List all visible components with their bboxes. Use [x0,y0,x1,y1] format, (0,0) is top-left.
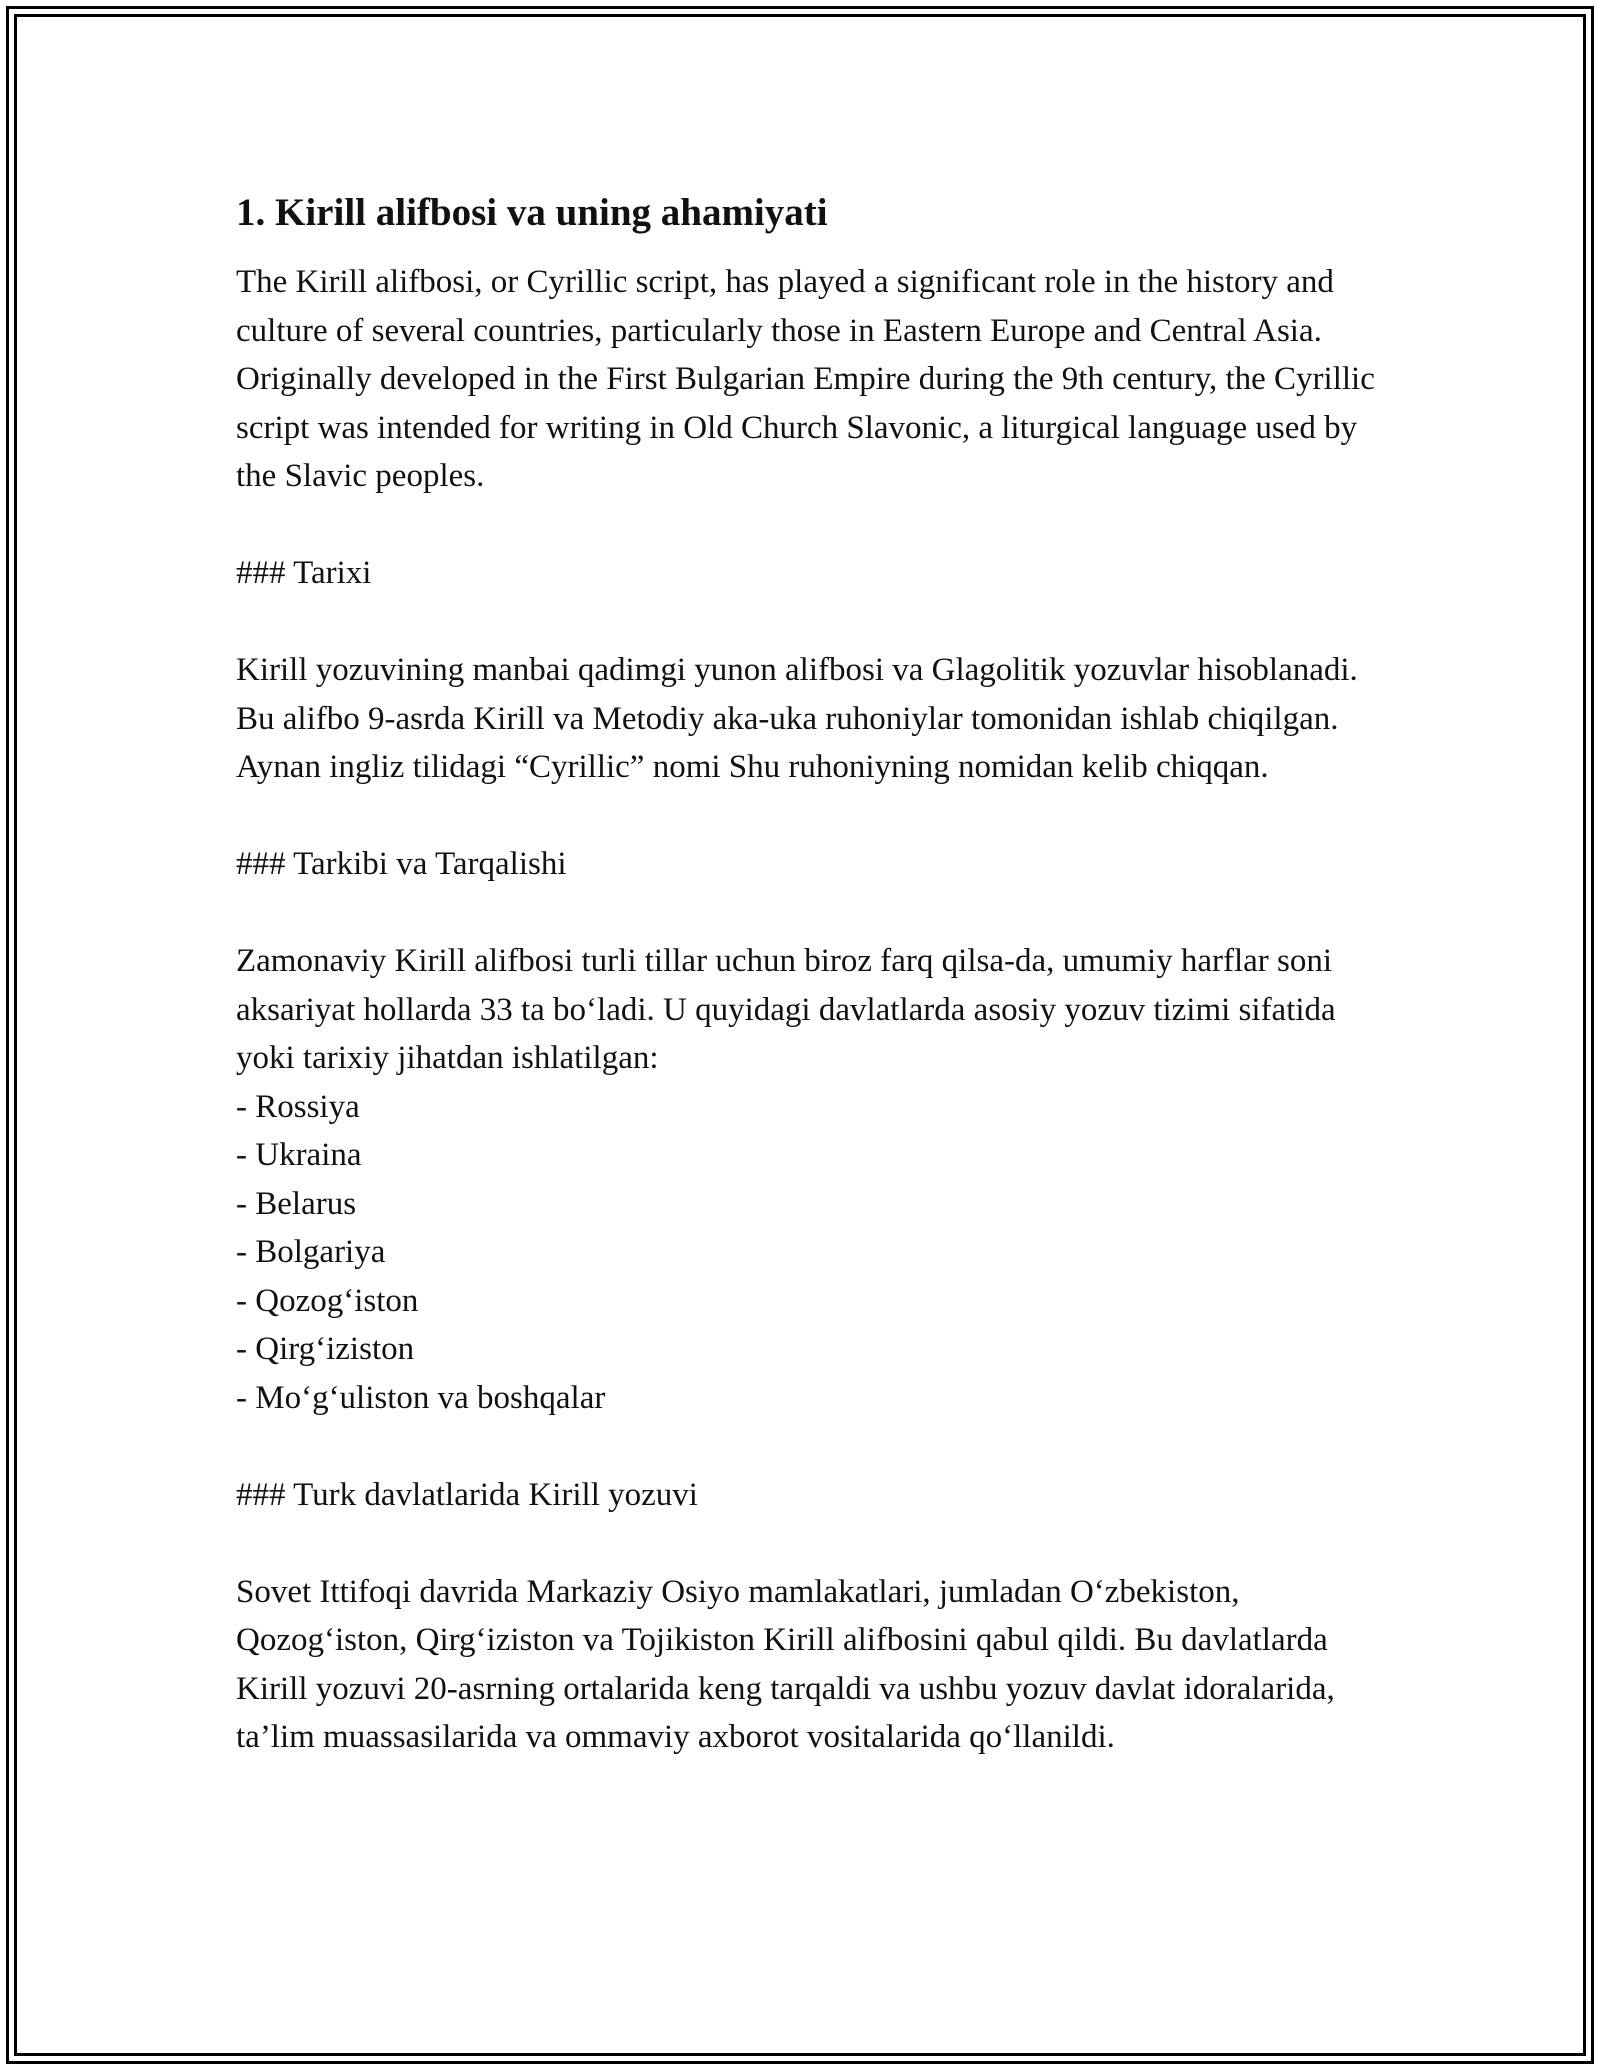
list-item: - Bolgariya [236,1234,386,1270]
list-item: - Qirg‘iziston [236,1331,415,1367]
document-body [236,186,1386,1762]
page-title: 1. Kirill alifbosi va uning ahamiyati [236,191,828,234]
list-item: - Qozog‘iston [236,1282,419,1319]
composition-paragraph: Zamonaviy Kirill alifbosi turli tillar uchun biroz farq qilsa-da, umumiy harflar soni aksariyat hollarda 33 ta bo‘ladi. U quyidagi davlatlarda asosiy yozuv tizimi sifatida yoki tarixiy jihatdan ishlatilgan: [236,943,1336,1076]
history-heading: ### Tarixi [236,555,372,591]
turkic-heading: ### Turk davlatlarida Kirill yozuvi [236,1476,698,1513]
composition-heading: ### Tarkibi va Tarqalishi [236,846,567,882]
list-item: - Rossiya [236,1088,360,1125]
list-item: - Ukraina [236,1137,362,1173]
intro-paragraph: The Kirill alifbosi, or Cyrillic script, has played a significant role in the history and culture of several countries, particularly those in Eastern Europe and Central Asia. Originally developed in the First Bulgarian Empire during the 9th century, the Cyrillic script was intended for writing in Old Church Slavonic, a liturgical language used by the Slavic peoples. [236,264,1375,494]
history-paragraph: Kirill yozuvining manbai qadimgi yunon alifbosi va Glagolitik yozuvlar hisoblanadi. Bu alifbo 9-asrda Kirill va Metodiy aka-uka ruhoniylar tomonidan ishlab chiqilgan. Aynan ingliz tilidagi “Cyrillic” nomi Shu ruhoniyning nomidan kelib chiqqan. [236,652,1358,785]
country-list [236,1083,1386,1423]
list-item: - Mo‘g‘uliston va boshqalar [236,1379,606,1416]
list-item: - Belarus [236,1185,357,1222]
turkic-paragraph: Sovet Ittifoqi davrida Markaziy Osiyo mamlakatlari, jumladan O‘zbekiston, Qozog‘iston, Qirg‘iziston va Tojikiston Kirill alifbosini qabul qildi. Bu davlatlarda Kirill yozuvi 20-asrning ortalarida keng tarqaldi va ushbu yozuv davlat idoralarida, ta’lim muassasilarida va ommaviy axborot vositalarida qo‘llanildi. [236,1573,1335,1755]
